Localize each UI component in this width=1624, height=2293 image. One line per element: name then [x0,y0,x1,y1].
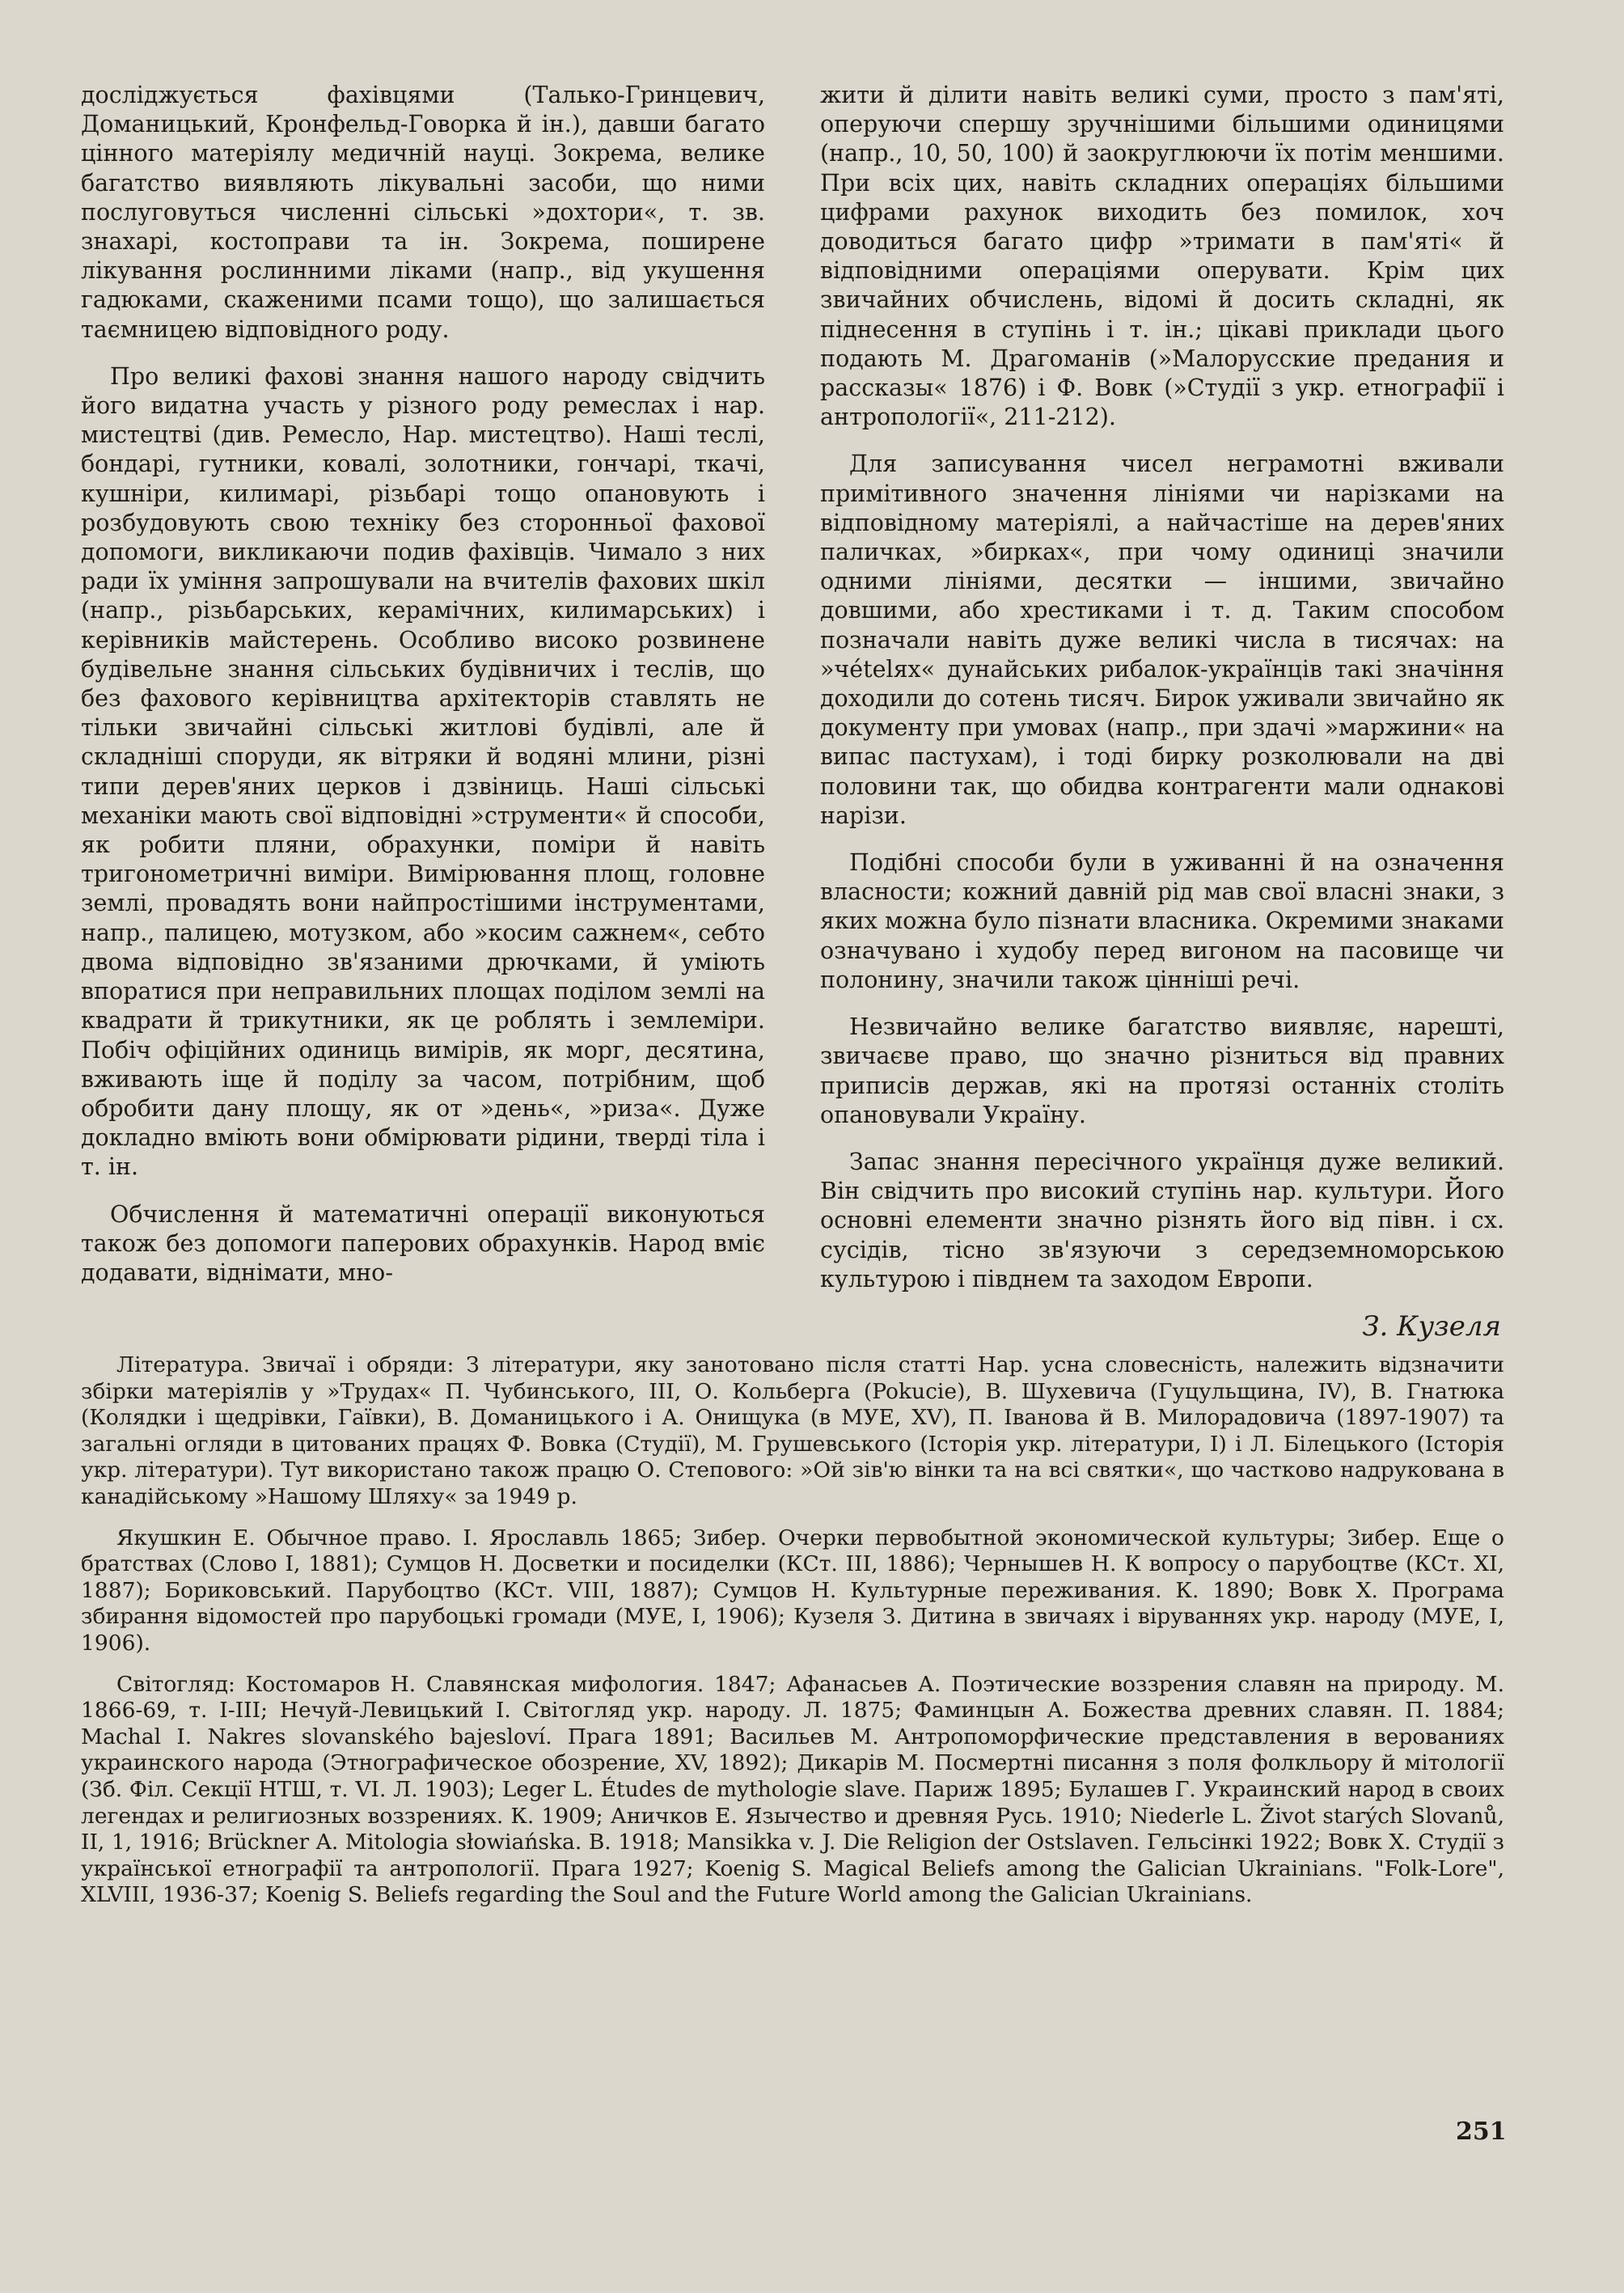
author-signature: З. Кузеля [1362,1309,1501,1343]
paragraph: досліджується фахівцями (Талько-Гринцевич, Доманицький, Кронфельд-Говорка й ін.), давши багато цінного матеріялу медичній науці. Зокрема, велике багатство виявляють лікувальні засоби, що ними послуговуться численні сільські »дохтори«, т. зв. знахарі, костоправи та ін. Зокрема, поширене лікування рослинними ліками (напр., від укушення гадюками, скаженими псами тощо), що залишається таємницею відповідного роду. [81,82,765,343]
article-columns [81,81,1504,1343]
paragraph: Подібні способи були в уживанні й на означення власности; кожний давній рід мав свої власні знаки, з яких можна було пізнати власника. Окремими знаками означувано і худобу перед вигоном на пасовище чи полонину, значили також цінніші речі. [820,849,1504,993]
paragraph: жити й ділити навіть великі суми, просто з пам'яті, оперуючи спершу зручнішими більшими одиницями (напр., 10, 50, 100) й заокруглюючи їх потім меншими. При всіх цих, навіть складних операціях більшими цифрами рахунок виходить без помилок, хоч доводиться багато цифр »тримати в пам'яті« й відповідними операцiями оперувати. Крім цих звичайних обчислень, відомі й досить складні, як піднесення в ступінь і т. ін.; цікаві приклади цього подають М. Драгоманів (»Малорусские предания и рассказы« 1876) і Ф. Вовк (»Студії з укр. етнографії і антропології«, 211-212). [820,82,1504,431]
bibliography-entry: Світогляд: Костомаров Н. Славянская мифология. 1847; Афанасьев А. Поэтические воззрения славян на природу. М. 1866-69, т. I-III; Нечуй-Левицький І. Світогляд укр. народу. Л. 1875; Фаминцын А. Божества древних славян. П. 1884; Machal I. Nakres slovanského bajesloví. Прага 1891; Васильев М. Антропоморфические представления в верованиях украинского народа (Этнографическое обозрение, XV, 1892); Дикарів М. Посмертні писання з поля фолкльору й мітології (Зб. Філ. Секції НТШ, т. VI. Л. 1903); Leger L. Études de mythologie slave. Париж 1895; Булашев Г. Украинский народ в своих легендах и религиозных воззрениях. К. 1909; Аничков Е. Язычество и древняя Русь. 1910; Niederle L. Život starých Slovanů, II, 1, 1916; Brückner A. Mitologia słowiańska. B. 1918; Mansikka v. J. Die Religion der Ostslaven. Гельсінкі 1922; Вовк Х. Студії з української етнографії та антропології. Прага 1927; Koenig S. Magical Beliefs among the Galician Ukrainians. "Folk-Lore", XLVIII, 1936-37; Koenig S. Beliefs regarding the Soul and the Future World among the Galician Ukrainians. [81,1671,1504,1908]
page-number: 251 [1456,2117,1507,2146]
bibliography-entry: Якушкин Е. Обычное право. I. Ярославль 1865; Зибер. Очерки первобытной экономической культуры; Зибер. Еще о братствах (Слово I, 1881); Сумцов Н. Досветки и посиделки (КСт. III, 1886); Чернышев Н. К вопросу о парубоцтве (КСт. XI, 1887); Бориковський. Парубоцтво (КСт. VIII, 1887); Сумцов Н. Культурные переживания. К. 1890; Вовк Х. Програма збирання відомостей про парубоцькі громади (МУЕ, I, 1906); Кузеля З. Дитина в звичаях і віруваннях укр. народу (МУЕ, I, 1906). [81,1525,1504,1656]
paragraph: Про великі фахові знання нашого народу свідчить його видатна участь у різного роду ремеслах і нар. мистецтві (див. Ремесло, Нар. мистецтво). Наші теслі, бондарі, гутники, ковалі, золотники, гончарі, ткачі, кушніри, килимарі, різьбарі тощо опановують і розбудовують свою техніку без сторонньої фахової допомоги, викликаючи подив фахівців. Чимало з них ради їх уміння запрошували на вчителів фахових шкіл (напр., різьбарських, керамічних, килимарських) і керівників майстерень. Особливо високо розвинене будівельне знання сільських будівничих і теслів, що без фахового керівництва архітекторів ставлять не тільки звичайні сільські житлові будівлі, але й складніші споруди, як вітряки й водяні млини, різні типи дерев'яних церков і дзвіниць. Наші сільські механіки мають свої відповідні »струменти« й способи, як робити пляни, обрахунки, поміри й навіть тригонометричні виміри. Вимірювання площ, головне землі, провадять вони найпростішими інструментами, напр., палицею, мотузком, або »косим сажнем«, себто двома відповідно зв'язаними дрючками, й уміють впоратися при неправильних площах подiлом землі на квадрати й трикутники, як це роблять і землеміри. Побіч офіційних одиниць вимірів, як морг, десятина, вживають іще й поділу за часом, потрібним, щоб обробити дану площу, як от »день«, »риза«. Дуже докладно вміють вони обмірювати рідини, тверді тіла і т. ін. [81,362,765,1181]
paragraph: Незвичайно велике багатство виявляє, нарешті, звичаєве право, що значно різниться від правних приписів держав, які на протязі останніх століть опановували Україну. [820,1013,1504,1128]
right-column [820,81,1504,1343]
bibliography [81,1352,1504,1923]
paragraph: Для записування чисел неграмотні вживали примітивного значення лініями чи нарізками на відповідному матеріялі, а найчастіше на дерев'яних паличках, »бирках«, при чому одиниці значили одними лініями, десятки — іншими, звичайно довшими, або хрестиками і т. д. Таким способом позначали навіть дуже великі числа в тисячах: на »чételях« дунайських рибалок-українців такі значіння доходили до сотень тисяч. Бирок уживали звичайно як документу при умовах (напр., при здачі »маржини« на випас пастухам), і тоді бирку розколювали на дві половини так, що обидва контрагенти мали однакові нарізи. [820,451,1504,829]
left-column [81,81,765,1339]
paragraph: Обчислення й математичні операції виконуються також без допомоги паперових обрахунків. Народ вміє додавати, віднімати, мно- [81,1200,765,1286]
bibliography-entry: Література. Звичаї і обряди: З літератури, яку занотовано після статті Нар. усна словесність, належить відзначити збірки матеріялів у »Трудах« П. Чубинського, III, О. Кольберга (Pokucie), В. Шухевича (Гуцульщина, IV), В. Гнатюка (Колядки і щедрівки, Гаївки), В. Доманицького і А. Онищука (в МУЕ, XV), П. Іванова й В. Милорадовича (1897-1907) та загальні огляди в цитованих працях Ф. Вовка (Студії), М. Грушевського (Історія укр. літератури, I) і Л. Білецького (Історія укр. літератури). Тут використано також працю О. Степового: »Ой зів'ю вінки та на всі святки«, що частково надрукована в канадійському »Нашому Шляху« за 1949 р. [81,1352,1504,1509]
paragraph: Запас знання пересічного українця дуже великий. Він свідчить про високий ступінь нар. культури. Його основні елементи значно різнять його від півн. і сх. сусідів, тісно зв'язуючи з середземноморською культурою і півднем та заходом Европи. [820,1148,1504,1292]
